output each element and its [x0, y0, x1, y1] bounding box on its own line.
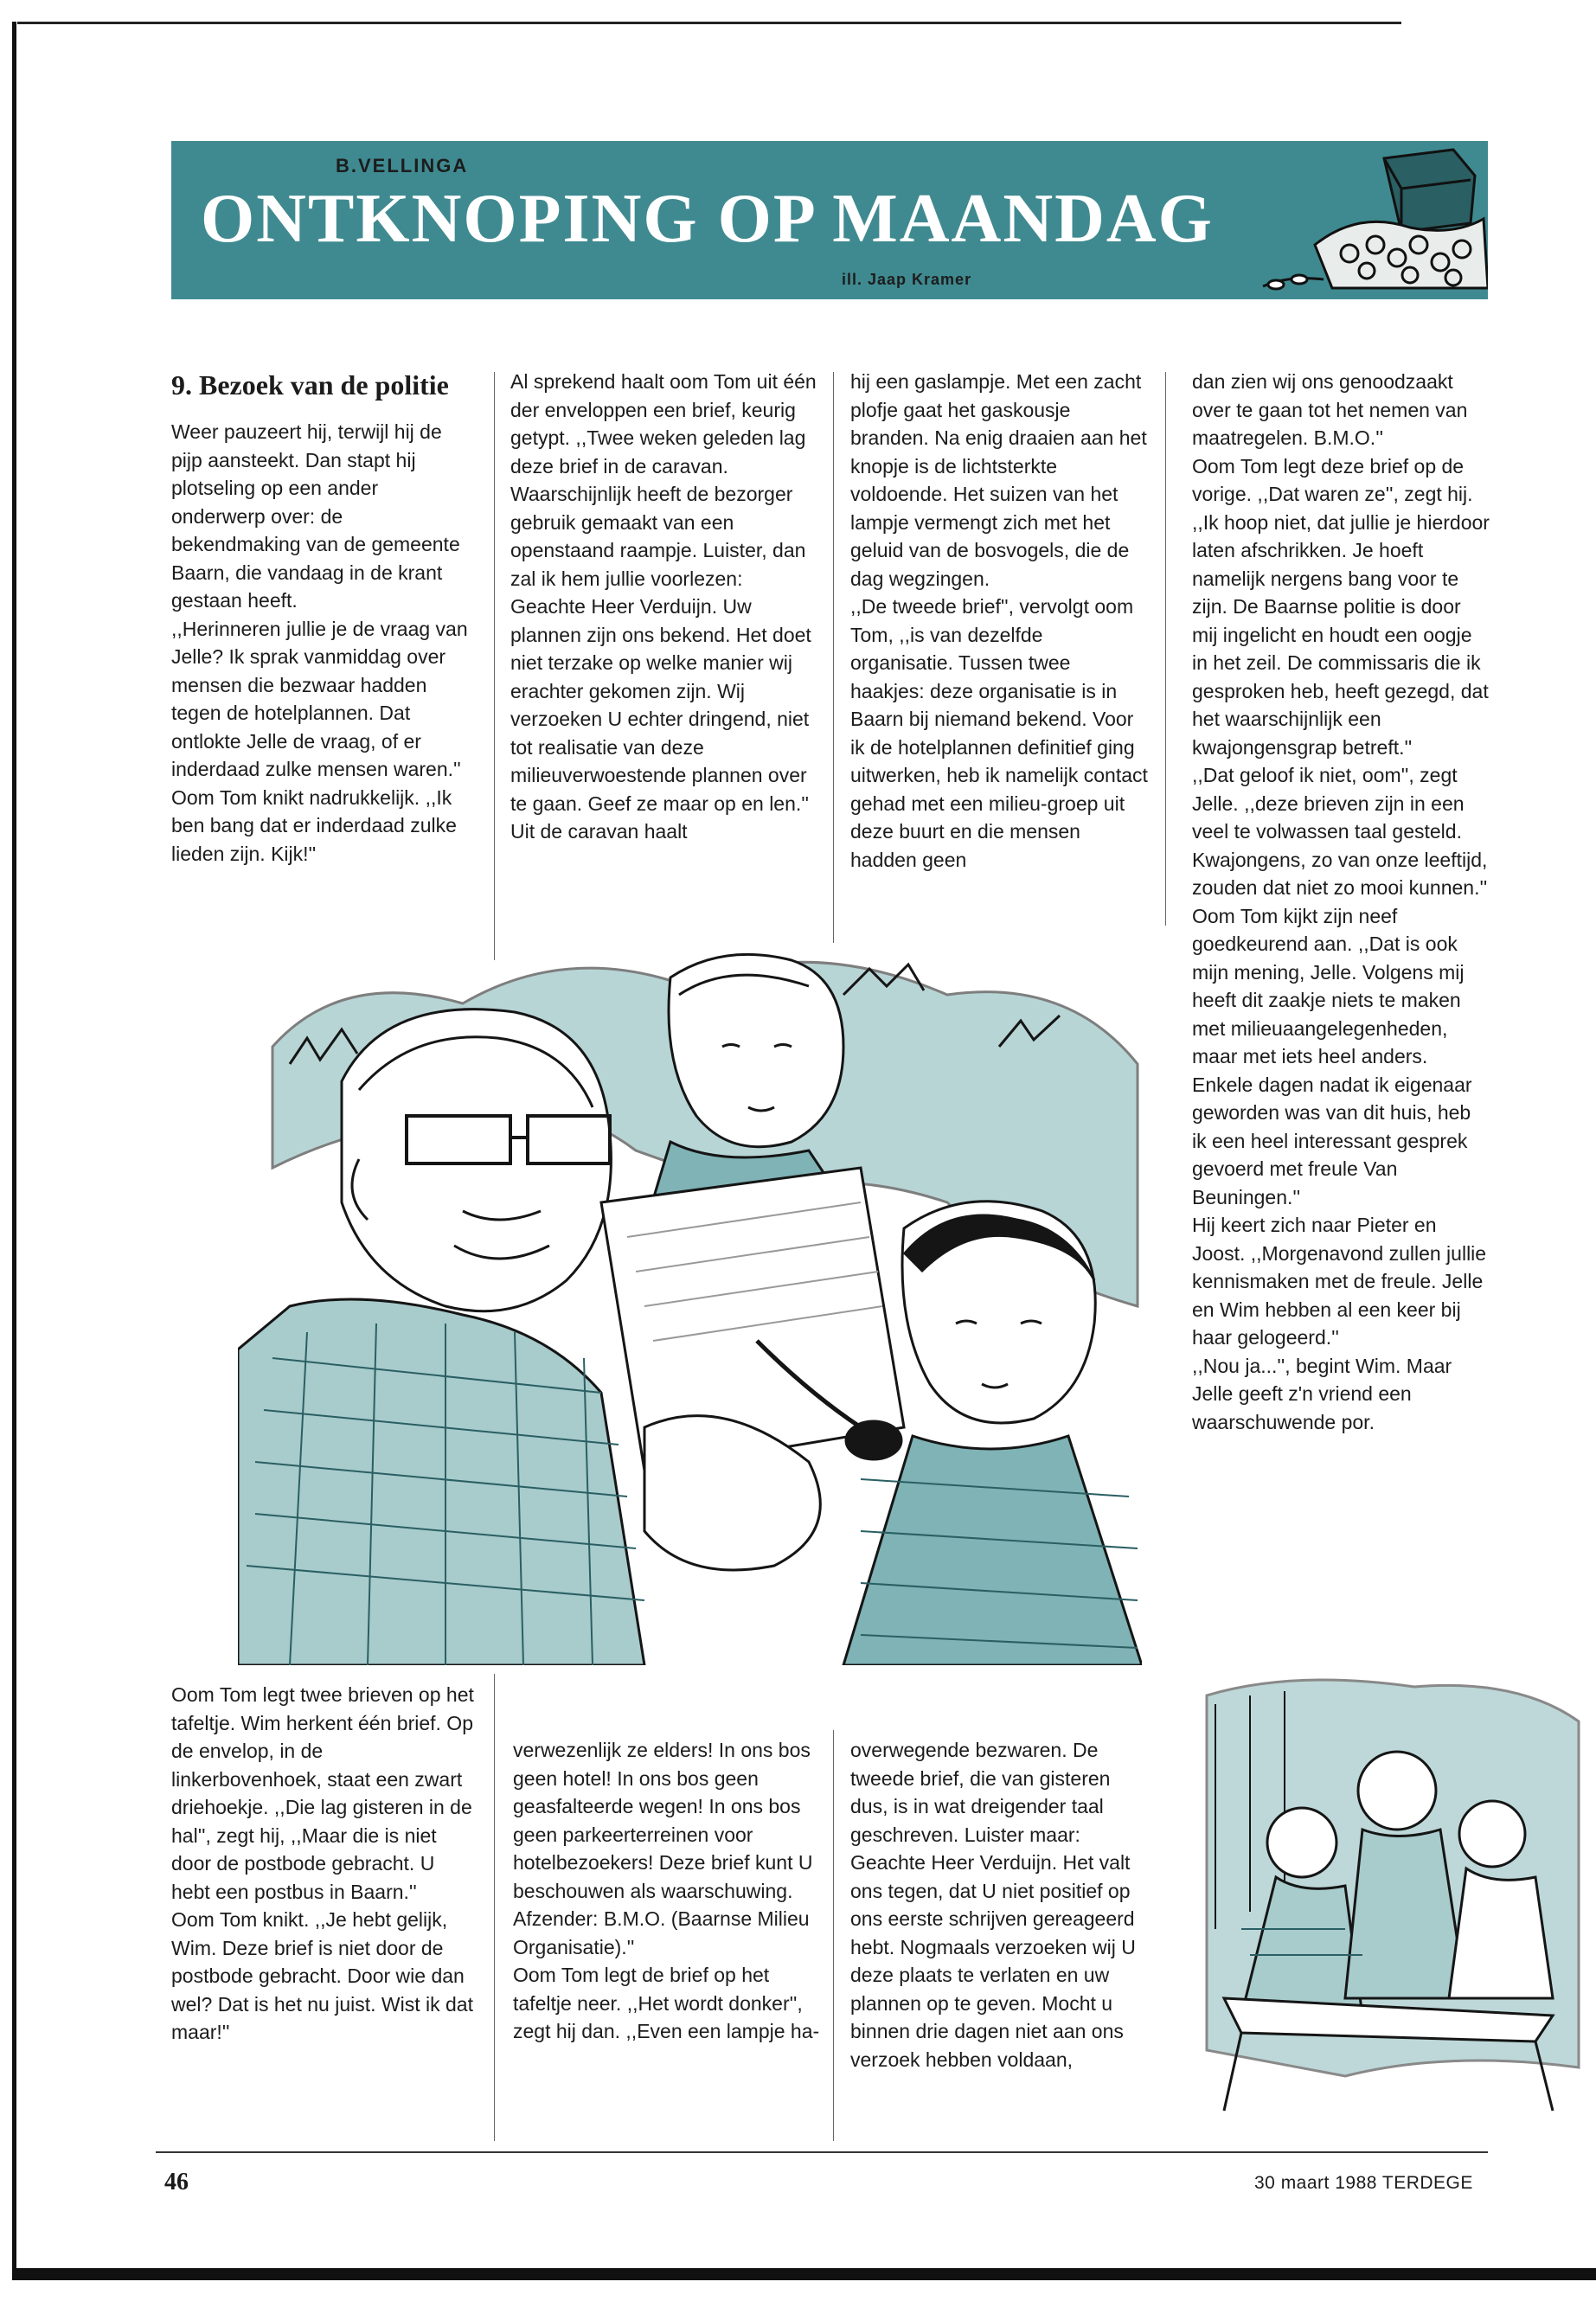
text-column-1: [171, 368, 474, 868]
column-text: Oom Tom legt twee brieven op het tafeltje. Wim herkent één brief. Op de envelop, in de linkerbovenhoek, staat een zwart driehoekje. ,,Die lag gisteren in de hal'', zegt hij, ,,Maar die is niet door de postbode gebracht. U hebt een postbus in Baarn.'' Oom Tom knikt. ,,Je hebt gelijk, Wim. Deze brief is niet door de postbode gebracht. Door wie dan wel? Dat is het nu juist. Wist ik dat maar!'': [171, 1683, 474, 2043]
column-text: dan zien wij ons genoodzaakt over te gaan tot het nemen van maatregelen. B.M.O.'' Oom Tom legt deze brief op de vorige. ,,Dat waren ze'', zegt hij. ,,Ik hoop niet, dat jullie je hierdoor laten afschrikken. Je hoeft namelijk nergens bang voor te zijn. De Baarnse politie is door mij ingelicht en houdt een oogje in het zeil. De commissaris die ik gesproken heb, heeft gezegd, dat het waarschijnlijk een kwajongensgrap betreft.'' ,,Dat geloof ik niet, oom'', zegt Jelle. ,,deze brieven zijn in een veel te volwassen taal gesteld. Kwajongens, zo van onze leeftijd, zouden dat niet zo mooi kunnen.'' Oom Tom kijkt zijn neef goedkeurend aan. ,,Dat is ook mijn mening, Jelle. Volgens mij heeft dit zaakje niets te maken met milieuaangelegenheden, maar met iets heel anders. Enkele dagen nadat ik eigenaar geworden was van dit huis, heb ik een heel interessant gesprek gevoerd met freule Van Beuningen.'' Hij keert zich naar Pieter en Joost. ,,Morgenavond zullen jullie kennismaken met de freule. Jelle en Wim hebben al een keer bij haar gelogeerd.'' ,,Nou ja...'', begint Wim. Maar Jelle geeft z'n vriend een waarschuwende por.: [1192, 370, 1490, 1433]
text-column-6: [513, 1736, 820, 2046]
main-illustration: [238, 943, 1142, 1665]
section-title: 9. Bezoek van de politie: [171, 369, 449, 401]
treasure-chest-icon: [1237, 141, 1488, 299]
text-column-7: [850, 1736, 1149, 2073]
column-divider: [494, 372, 495, 960]
column-text: overwegende bezwaren. De tweede brief, die van gisteren dus, is in wat dreigender taal geschreven. Luister maar: Geachte Heer Verduijn. Het valt ons tegen, dat U niet positief op ons eerste schrijven gereageerd hebt. Nogmaals verzoeken wij U deze plaats te verlaten en uw plannen op te geven. Mocht u binnen drie dagen niet aan ons verzoek hebben voldaan,: [850, 1739, 1136, 2071]
page-border: [17, 22, 1401, 24]
footer-rule: [156, 2151, 1488, 2153]
text-column-5: [171, 1681, 474, 2047]
column-text: Weer pauzeert hij, terwijl hij de pijp aansteekt. Dan stapt hij plotseling op een ander onderwerp over: de bekendmaking van de gemeente Baarn, die vandaag in de krant gestaan heeft. ,,Herinneren jullie je de vraag van Jelle? Ik sprak vanmiddag over mensen die bezwaar hadden tegen de hotelplannen. Dat ontlokte Jelle de vraag, of er inderdaad zulke mensen waren.'' Oom Tom knikt nadrukkelijk. ,,Ik ben bang dat er inderdaad zulke lieden zijn. Kijk!'': [171, 420, 468, 865]
column-text: hij een gaslampje. Met een zacht plofje gaat het gaskousje branden. Na enig draaien aan het knopje is de lichtsterkte voldoende. Het suizen van het lampje vermengt zich met het geluid van de bosvogels, die de dag wegzingen. ,,De tweede brief'', vervolgt oom Tom, ,,is van dezelfde organisatie. Tussen twee haakjes: deze organisatie is in Baarn bij niemand bekend. Voor ik de hotelplannen definitief ging uitwerken, heb ik namelijk contact gehad met een milieu-groep uit deze buurt en die mensen hadden geen: [850, 370, 1148, 871]
column-text: verwezenlijk ze elders! In ons bos geen hotel! In ons bos geen geasfalteerde wegen! In ons bos geen parkeerterreinen voor hotelbezoekers! Deze brief kunt U beschouwen als waarschuwing. Afzender: B.M.O. (Baarnse Milieu Organisatie).'' Oom Tom legt de brief op het tafeltje neer. ,,Het wordt donker'', zegt hij dan. ,,Even een lampje ha-: [513, 1739, 820, 2042]
small-illustration: [1189, 1670, 1587, 2124]
author-name: B.VELLINGA: [336, 155, 469, 176]
article-title: ONTKNOPING OP MAANDAG: [201, 181, 1214, 257]
issue-date: 30 maart 1988 TERDEGE: [1254, 2173, 1473, 2193]
title-banner: [171, 141, 1488, 299]
illustrator-credit: ill. Jaap Kramer: [842, 271, 972, 288]
column-text: Al sprekend haalt oom Tom uit één der enveloppen een brief, keurig getypt. ,,Twee weken geleden lag deze brief in de caravan. Waarschijnlijk heeft de bezorger gebruik gemaakt van een openstaand raampje. Luister, dan zal ik hem jullie voorlezen: Geachte Heer Verduijn. Uw plannen zijn ons bekend. Het doet niet terzake op welke manier wij erachter gekomen zijn. Wij verzoeken U echter dringend, niet tot realisatie van deze milieuverwoestende plannen over te gaan. Geef ze maar op en len.'' Uit de caravan haalt: [510, 370, 817, 843]
text-column-2: [510, 368, 817, 846]
text-column-3: [850, 368, 1149, 874]
column-divider: [833, 1730, 834, 2141]
page-number: 46: [164, 2169, 189, 2195]
page-edge: [12, 22, 16, 2271]
column-divider: [833, 372, 834, 943]
column-divider: [494, 1674, 495, 2141]
text-column-4: [1192, 368, 1490, 1436]
column-divider: [1165, 372, 1166, 926]
page-edge-bottom: [12, 2268, 1596, 2280]
